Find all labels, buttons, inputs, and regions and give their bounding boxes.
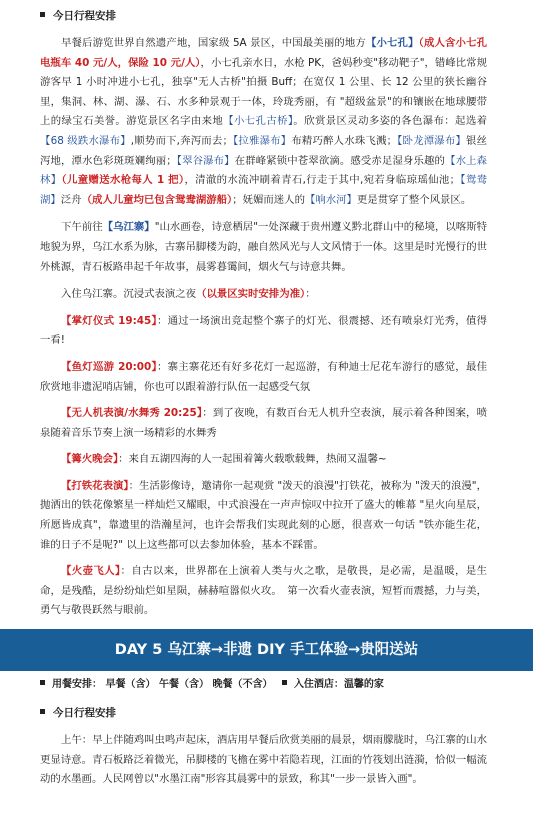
text-run: 【无人机表演/水舞秀 20:25】 [61,407,203,420]
text-run: "山水画卷，诗意栖居"一处深藏于贵州遵义黔北群山中的秘境，以喀斯特地貌为界，乌江水系为脉，古寨吊脚楼为韵，融自然风光与人文风情于一体。这里是时光慢行的世外桃源，青石板路串起千年故事，晨雾暮霭间，烟火气与诗意共舞。 [40,221,488,273]
text-run: 银丝泻地，潭水色彩斑斑斓绚丽； [40,134,488,167]
text-run: 。欣赏景区灵动多姿的各色瀑布：起选着 [293,115,487,128]
text-run: 【小七孔古桥】 [223,115,294,128]
text-run: 【鸳鸯湖】 [40,174,487,206]
text-run: ；妩媚而迷人的 [232,193,305,206]
text-run: 【拉雅瀑布】 [232,134,292,147]
bullet-square-icon [40,12,45,17]
text-run: ，清澈的水流冲刷着青石,行走于其中,宛若身临琼瑶仙池； [184,174,460,187]
event-lamp-ceremony [40,312,487,351]
text-run: （儿童赠送水枪每人 1 把） [61,174,185,187]
xiaoqikong-paragraph [40,34,487,210]
text-run: 【68 级跌水瀑布】 [40,134,131,147]
text-run: 在群峰紧锁中苍翠欲滴。感受赤足湿身乐趣的 [234,154,446,167]
text-run: 泛舟 [60,193,82,206]
text-run: 入住乌江寨。沉浸式表演之夜 [61,288,197,301]
text-run: 【掌灯仪式 19:45】 [61,314,157,327]
text-run: 下午前往 [61,221,103,234]
event-bonfire-party [40,450,487,470]
event-iron-flower [40,477,487,555]
section-heading-itinerary: 今日行程安排 [40,6,533,26]
night-show-intro [40,285,487,305]
text-run: ：生活影像诗，邀请你一起观赏 "泼天的浪漫"打铁花，被称为 "泼天的浪漫"，抛洒出的铁花像繁星一样灿烂又耀眼，中式浪漫在一声声惊叹中拉开了盛大的帷幕 "星火向星辰，所愿皆成真"，靠遗里的浩瀚星河，也许会帮我们实现此刻的心愿，很喜欢一句话 "铁亦能生花，谁的日子不是呢?" 以上这些都可以去参加体验，基本不踩雷。 [40,479,487,551]
text-run: 【卧龙潭瀑布】 [396,134,467,147]
text-run: 【打铁花表演】 [61,479,129,492]
text-run: （成人儿童均已包含鸳鸯湖游船） [81,193,233,206]
section-heading-itinerary-day5: 今日行程安排 [40,703,533,723]
text-run: 【小七孔】 [365,37,419,49]
text-run: 早餐后游览世界自然遗产地，国家级 5A 景区，中国最美丽的地方 [61,37,366,49]
text-run: 【响水河】 [304,193,357,206]
morning-paragraph [40,731,487,790]
event-fire-pot [40,562,487,621]
text-run: ：自古以来，世界都在上演着人类与火之歌，是敬畏，是必需，是温暖，是生命，是残酷，是纷纷灿烂如星陨，赫赫喧嚣似火攻。 第一次看火壶表演，短暂而震撼，力与美，勇气与敬畏跃然与眼前。 [40,565,487,617]
event-fish-lantern-parade [40,358,487,397]
bullet-square-icon [40,709,45,714]
meal-hotel-row: 用餐安排： 早餐（含） 午餐（含） 晚餐（不含） 入住酒店：温馨的家 [40,677,533,693]
text-run: ： [305,288,316,301]
text-run: ，小七孔亲水日，水枪 PK，爸妈秒变"移动靶子"，错峰比常规游客早 1 小时冲进小七孔，独享"无人古桥"拍摄 Buff；在宽仅 1 公里、长 12 公里的狭长幽谷里，集洞、林、湖、瀑、石、水多种景观于一体，玲珑秀丽，有 "超级盆景"的和镶嵌在地球腰带上的绿宝石美誉。游览景区名字由来地 [40,56,487,128]
day5-banner: DAY 5 乌江寨→非遗 DIY 手工体验→贵阳送站 [0,629,533,671]
text-run: 更是贯穿了整个风景区。 [356,193,472,206]
text-run: 【乌江寨】 [102,221,155,234]
text-run: 【火壶飞人】 [61,565,121,578]
text-run: 上午：早上伴随鸡叫虫鸣声起床，酒店用早餐后欣赏美丽的晨景，烟雨朦胧时，乌江寨的山水更显诗意。青石板路泛着微光，吊脚楼的飞檐在雾中若隐若现，江面的竹筏划出涟漪，恰似一幅流动的水墨画。人民网曾以"水墨江南"形容其晨雾中的景致，称其"一步一景皆入画"。 [40,734,488,786]
text-run: ,顺势而下,奔泻而去； [130,134,233,147]
text-run: 【水上森林】 [40,154,488,187]
text-run: （成人含小七孔电瓶车 40 元/人，保险 10 元/人） [40,37,487,69]
text-run: ：通过一场演出竞起整个寨子的灯光、很震撼、还有喷泉灯光秀，值得一看! [40,314,487,347]
text-run: 布精巧醉人水珠飞溅； [291,134,397,147]
bullet-square-icon [282,680,287,685]
text-run: ：到了夜晚，有数百台无人机升空表演，展示着各种图案，喷泉随着音乐节奏上演一场精彩的水舞秀 [40,407,487,439]
bullet-square-icon [40,680,45,685]
text-run: ：来自五湖四海的人一起围着篝火载歌载舞，热闹又温馨~ [118,453,387,466]
text-run: 【鱼灯巡游 20:00】 [61,360,157,373]
wujiangzhai-paragraph [40,218,487,277]
text-run: （以景区实时安排为准） [196,288,306,301]
text-run: 【篝火晚会】 [61,453,119,466]
text-run: ：寨主寨花还有好多花灯一起巡游，有种迪士尼花车游行的感觉，最佳欣赏地非遗泥哨店铺，你也可以跟着游行队伍一起感受气氛 [40,360,487,393]
event-drone-water-show [40,404,487,443]
text-run: 【翠谷瀑布】 [176,154,235,167]
